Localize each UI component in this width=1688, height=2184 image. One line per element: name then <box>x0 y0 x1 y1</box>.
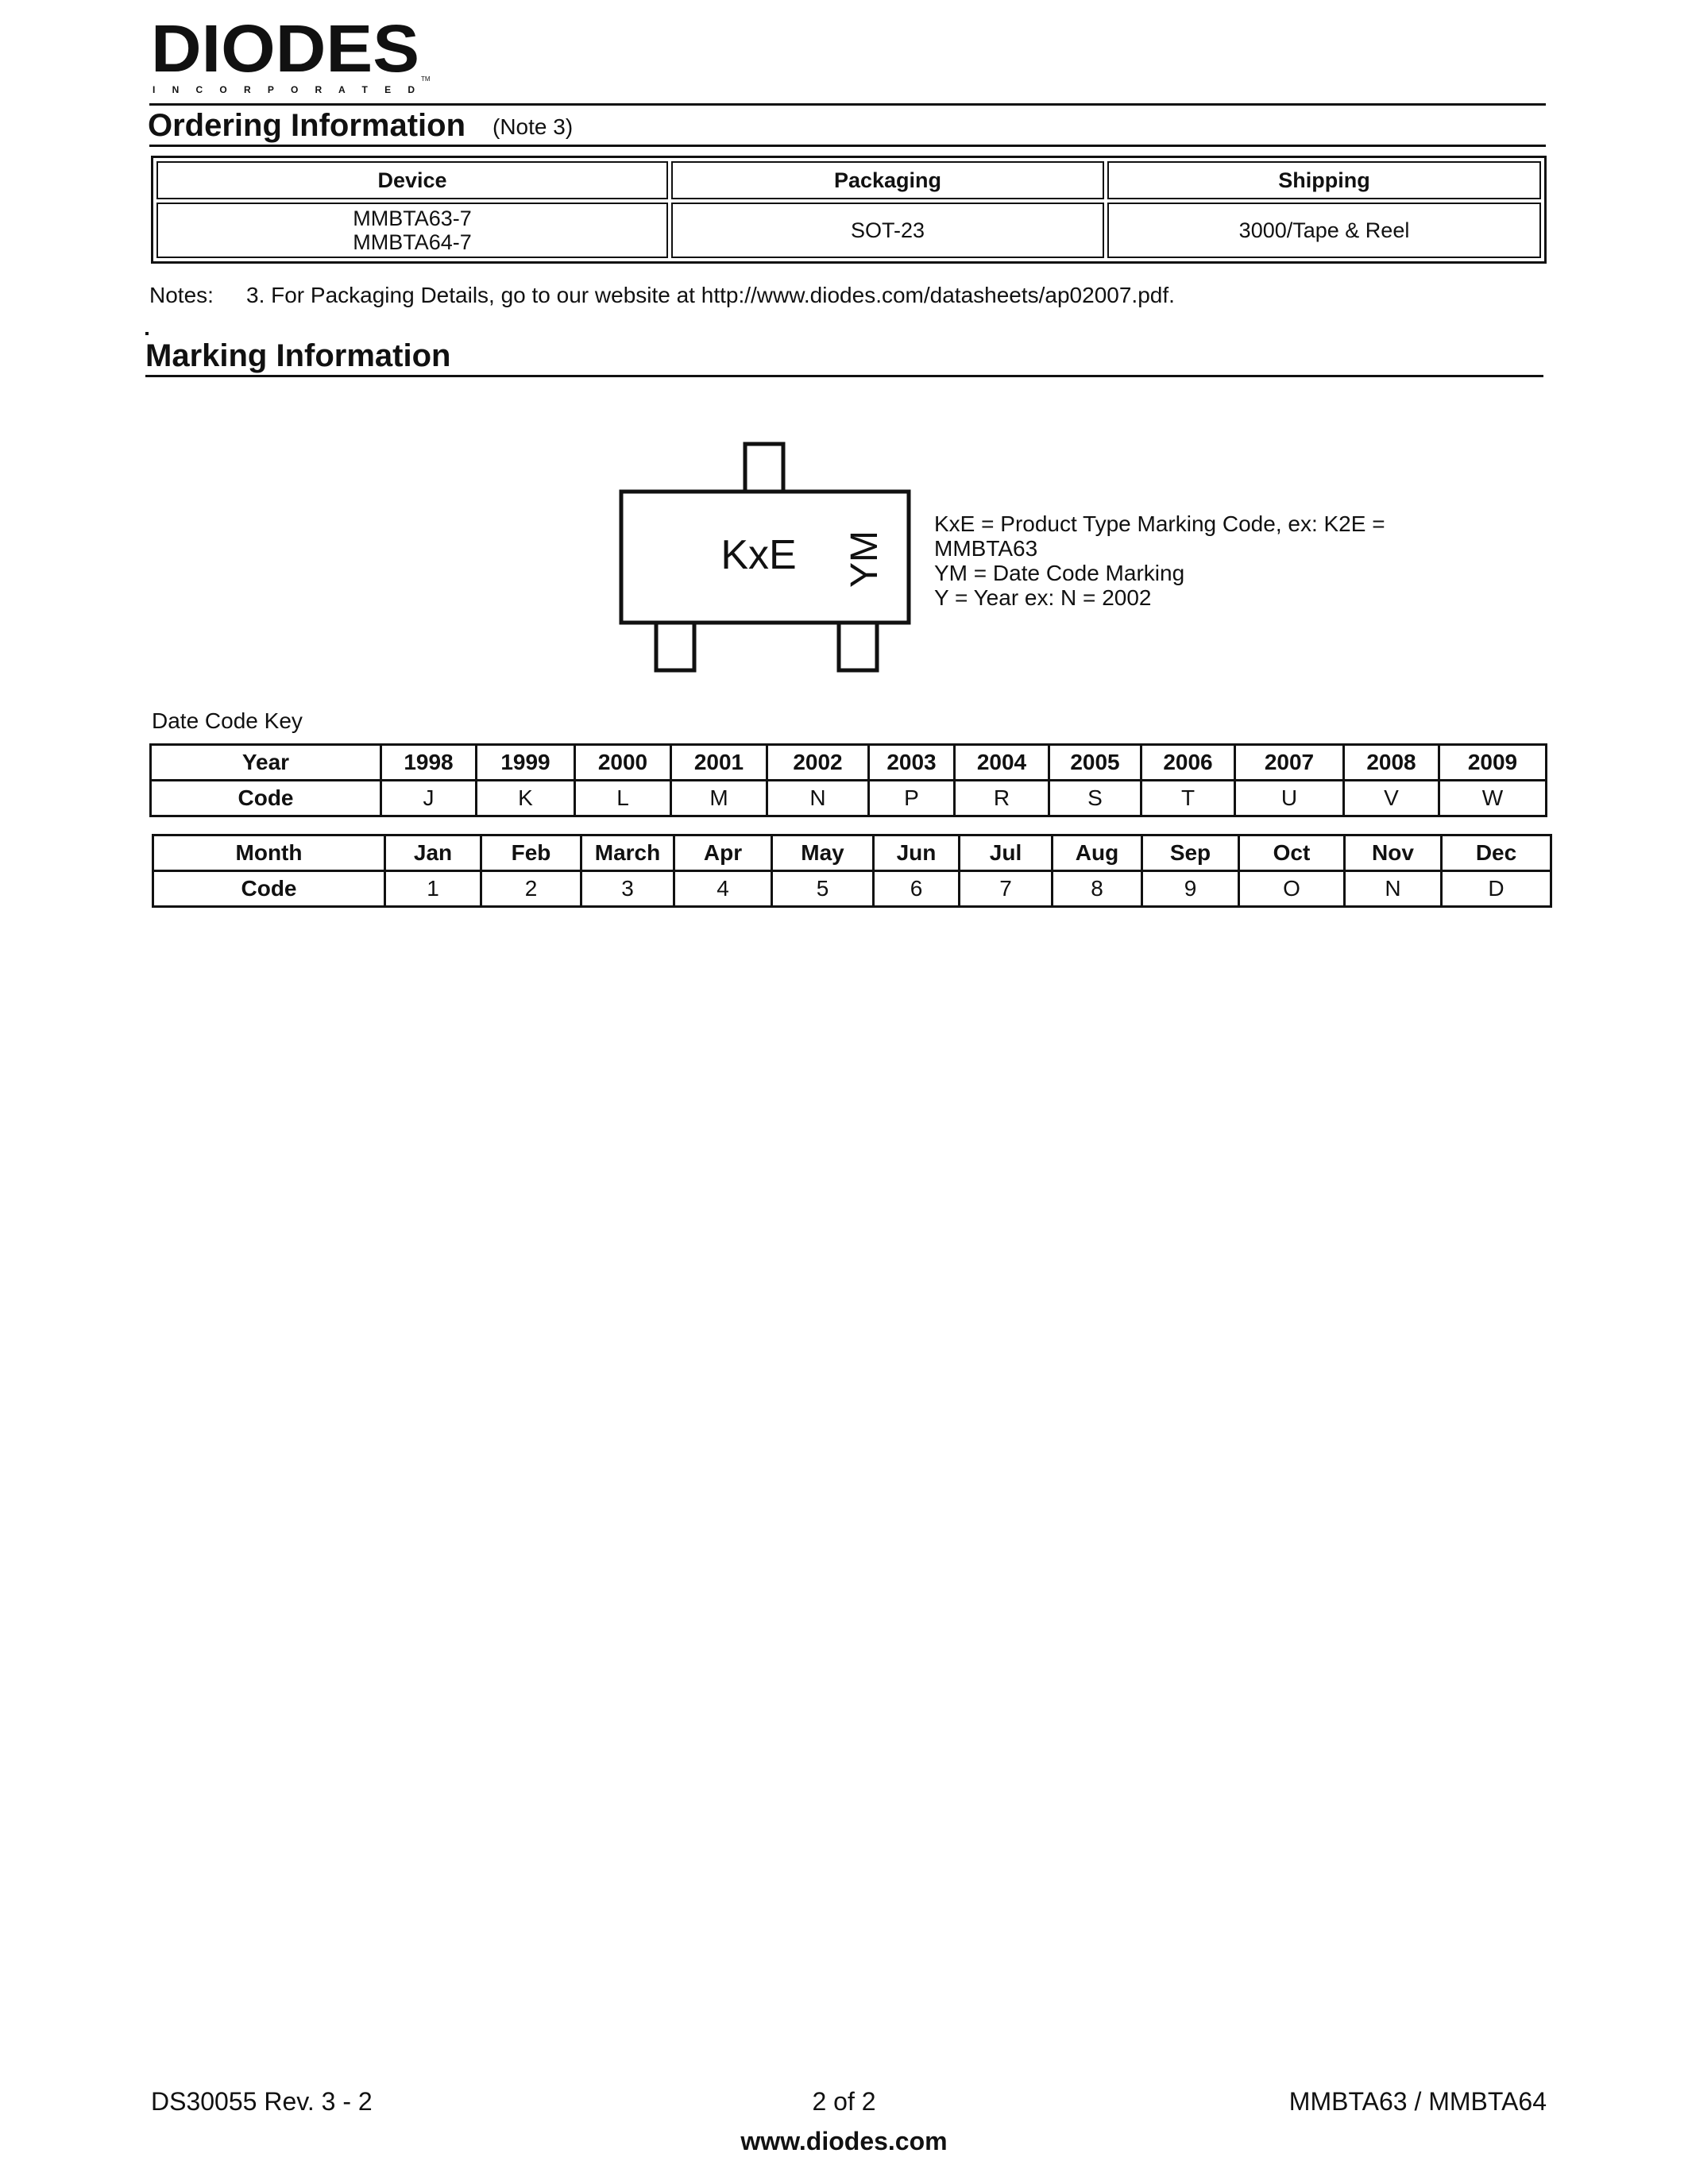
ordering-header-row <box>156 161 1541 199</box>
year-cell: 2004 <box>955 745 1049 781</box>
month-cell: Aug <box>1053 835 1142 871</box>
bottom-right-lead <box>839 623 877 670</box>
month-code-cell: 5 <box>772 871 874 907</box>
footer-page-number: 2 of 2 <box>812 2087 876 2116</box>
ordering-header-shipping: Shipping <box>1107 161 1541 199</box>
month-header: Month <box>153 835 385 871</box>
ordering-title: Ordering Information <box>148 108 465 143</box>
year-cell: 2001 <box>671 745 767 781</box>
legend-line: MMBTA63 <box>934 536 1038 561</box>
year-cell: 1998 <box>381 745 477 781</box>
notes-label: Notes: <box>149 283 214 307</box>
month-cell: Nov <box>1345 835 1442 871</box>
legend-line: Y = Year ex: N = 2002 <box>934 585 1152 610</box>
stray-dot <box>145 332 149 335</box>
month-code-header: Code <box>153 871 385 907</box>
year-code-cell: K <box>477 781 575 816</box>
sot23-package-graphic <box>612 442 929 680</box>
diodes-logo-graphic <box>151 17 437 97</box>
date-code-key-label: Date Code Key <box>152 708 303 733</box>
svg-text:TM: TM <box>421 75 431 83</box>
month-code-cell: 8 <box>1053 871 1142 907</box>
year-cell: 2009 <box>1439 745 1547 781</box>
footer-part-numbers: MMBTA63 / MMBTA64 <box>1288 2087 1547 2116</box>
year-code-table <box>149 743 1547 817</box>
year-cell: 2008 <box>1344 745 1439 781</box>
year-code-cell: M <box>671 781 767 816</box>
year-cell: 2002 <box>767 745 869 781</box>
year-code-header: Code <box>151 781 381 816</box>
year-cell: 2000 <box>575 745 671 781</box>
year-row <box>151 745 1547 781</box>
year-code-row <box>151 781 1547 816</box>
ordering-device-cell <box>156 203 668 258</box>
month-code-cell: N <box>1345 871 1442 907</box>
month-code-cell: 2 <box>481 871 581 907</box>
device-mmbta63: MMBTA63-7 <box>353 206 472 230</box>
bottom-left-lead <box>656 623 694 670</box>
month-code-cell: 3 <box>581 871 674 907</box>
device-mmbta64: MMBTA64-7 <box>353 230 472 254</box>
year-code-cell: R <box>955 781 1049 816</box>
footer-website-link[interactable]: www.diodes.com <box>740 2127 948 2155</box>
legend-line: YM = Date Code Marking <box>934 561 1185 585</box>
month-cell: May <box>772 835 874 871</box>
year-code-cell: P <box>869 781 955 816</box>
month-code-table <box>152 834 1552 908</box>
month-code-cell: 7 <box>960 871 1053 907</box>
ordering-header-device: Device <box>156 161 668 199</box>
month-cell: Apr <box>674 835 772 871</box>
marking-rule <box>145 375 1543 377</box>
year-code-cell: N <box>767 781 869 816</box>
year-code-cell: W <box>1439 781 1547 816</box>
month-cell: Jan <box>385 835 481 871</box>
year-code-cell: S <box>1049 781 1141 816</box>
notes <box>149 283 1175 308</box>
svg-text:I N C O R P O R A T E D: I N C O R P O R A T E D <box>153 84 415 95</box>
year-code-cell: L <box>575 781 671 816</box>
month-code-cell: D <box>1442 871 1551 907</box>
marking-legend <box>934 511 1427 610</box>
month-code-cell: 1 <box>385 871 481 907</box>
package-date-code: YM <box>844 531 886 588</box>
month-code-cell: 9 <box>1142 871 1239 907</box>
month-code-cell: O <box>1239 871 1345 907</box>
month-cell: Jul <box>960 835 1053 871</box>
year-code-cell: T <box>1141 781 1235 816</box>
month-code-cell: 6 <box>874 871 960 907</box>
year-header: Year <box>151 745 381 781</box>
package-marking-code: KxE <box>720 532 797 578</box>
month-cell: Dec <box>1442 835 1551 871</box>
ordering-header-packaging: Packaging <box>671 161 1104 199</box>
ordering-shipping-cell: 3000/Tape & Reel <box>1107 203 1541 258</box>
ordering-note-ref: (Note 3) <box>492 114 574 139</box>
month-cell: Oct <box>1239 835 1345 871</box>
ordering-table <box>151 156 1547 264</box>
month-row <box>153 835 1551 871</box>
year-cell: 2003 <box>869 745 955 781</box>
month-cell: Feb <box>481 835 581 871</box>
sot23-marking-diagram <box>612 442 929 680</box>
year-cell: 1999 <box>477 745 575 781</box>
month-cell: March <box>581 835 674 871</box>
year-code-cell: J <box>381 781 477 816</box>
notes-text: 3. For Packaging Details, go to our website at http://www.diodes.com/datasheets/ap02007.pdf. <box>246 283 1175 307</box>
year-cell: 2005 <box>1049 745 1141 781</box>
year-code-cell: V <box>1344 781 1439 816</box>
marking-title: Marking Information <box>145 338 451 373</box>
month-code-cell: 4 <box>674 871 772 907</box>
month-cell: Jun <box>874 835 960 871</box>
ordering-bottom-rule <box>149 145 1546 147</box>
ordering-data-row <box>156 203 1541 258</box>
year-code-cell: U <box>1235 781 1344 816</box>
diodes-logo <box>151 17 437 97</box>
ordering-packaging-cell: SOT-23 <box>671 203 1104 258</box>
year-cell: 2007 <box>1235 745 1344 781</box>
year-cell: 2006 <box>1141 745 1235 781</box>
top-lead <box>745 444 783 492</box>
month-cell: Sep <box>1142 835 1239 871</box>
legend-line: KxE = Product Type Marking Code, ex: K2E = <box>934 511 1385 536</box>
month-code-row <box>153 871 1551 907</box>
footer-doc-id: DS30055 Rev. 3 - 2 <box>151 2087 373 2116</box>
ordering-top-rule <box>149 103 1546 106</box>
svg-text:DIODES: DIODES <box>151 17 419 86</box>
